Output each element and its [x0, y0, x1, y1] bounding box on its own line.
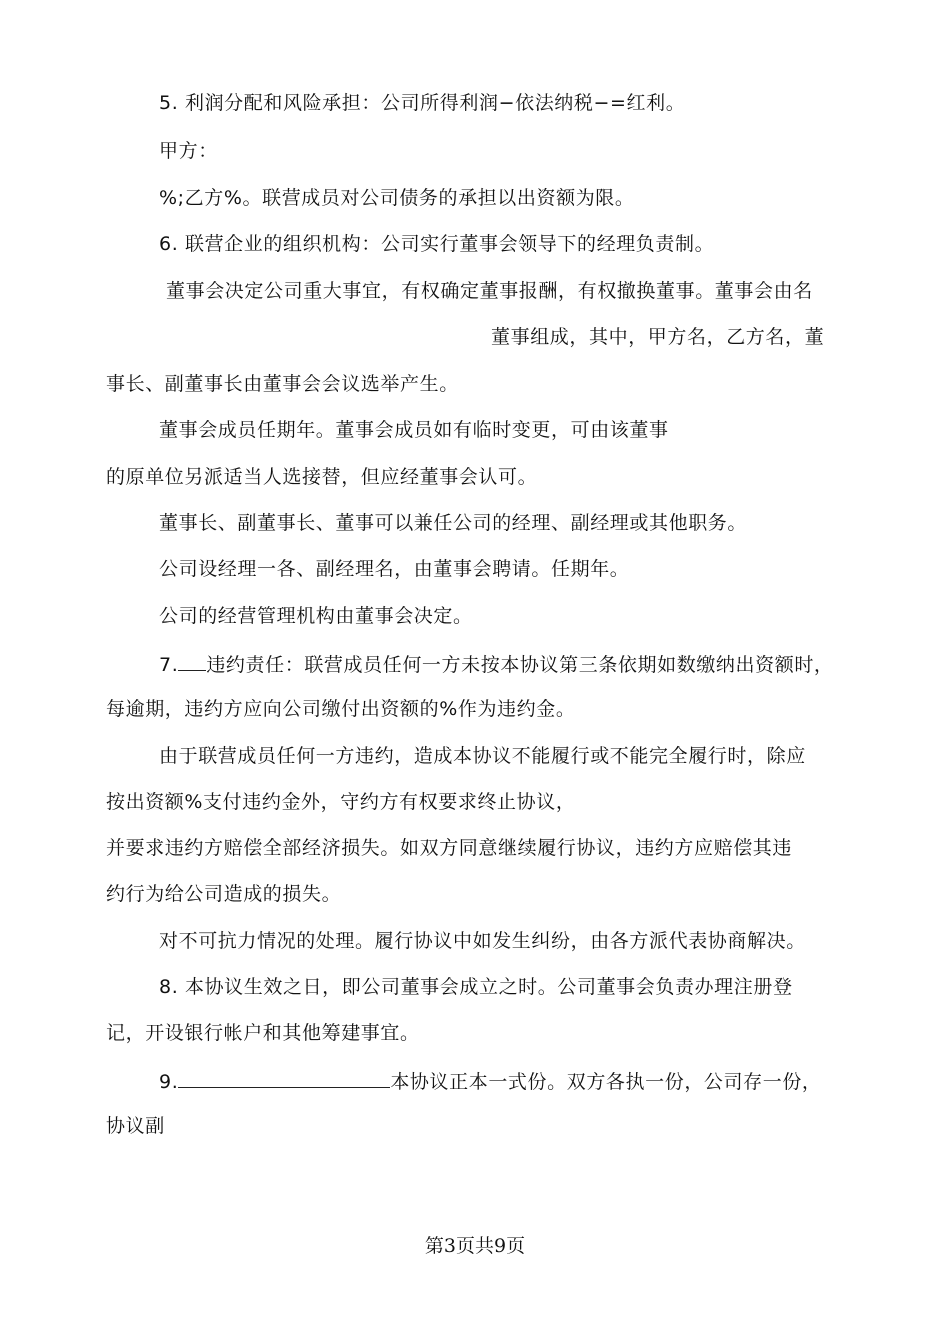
party-share-text: %;乙方%。联营成员对公司债务的承担以出资额为限。: [159, 187, 635, 209]
party-a-label: 甲方：: [159, 140, 218, 162]
clause-9-copies: [159, 1067, 822, 1094]
clause-9-number: 9.: [159, 1071, 179, 1093]
concurrent-positions-text: 董事长、副董事长、董事可以兼任公司的经理、副经理或其他职务。: [159, 512, 748, 534]
copies-cont-text: 协议副: [106, 1115, 165, 1137]
clause-7-number: 7.: [159, 654, 179, 676]
late-penalty-text: 每逾期，违约方应向公司缴付出资额的%作为违约金。: [106, 698, 576, 720]
compensation-cont-text: 约行为给公司造成的损失。: [106, 883, 342, 905]
board-composition-text: 董事组成，其中，甲方名，乙方名，董: [491, 326, 825, 348]
force-majeure-text: 对不可抗力情况的处理。履行协议中如发生纠纷，由各方派代表协商解决。: [159, 930, 806, 952]
clause-7-liability: [159, 650, 834, 677]
registration-text: 记，开设银行帐户和其他筹建事宜。: [106, 1022, 420, 1044]
manager-appointment-text: 公司设经理一各、副经理名，由董事会聘请。任期年。: [159, 558, 630, 580]
clause-5-profit-distribution: 5. 利润分配和风险承担：公司所得利润−依法纳税−=红利。: [159, 92, 686, 114]
page-number: 第3页共9页: [424, 1235, 526, 1257]
board-decisions-text: 董事会决定公司重大事宜，有权确定董事报酬，有权撤换董事。董事会由名: [166, 280, 813, 302]
compensation-text: 并要求违约方赔偿全部经济损失。如双方同意继续履行协议，违约方应赔偿其违: [106, 837, 793, 859]
clause-9-text: 本协议正本一式份。双方各执一份，公司存一份，: [390, 1071, 822, 1093]
clause-6-organization: 6. 联营企业的组织机构：公司实行董事会领导下的经理负责制。: [159, 233, 715, 255]
clause-9-blank: [178, 1067, 390, 1088]
clause-7-blank: [178, 650, 206, 671]
termination-right-text: 按出资额%支付违约金外，守约方有权要求终止协议，: [106, 791, 576, 813]
chairman-election-text: 事长、副董事长由董事会会议选举产生。: [106, 373, 459, 395]
board-replacement-text: 的原单位另派适当人选接替，但应经董事会认可。: [106, 466, 538, 488]
clause-7-text: 违约责任：联营成员任何一方未按本协议第三条依期如数缴纳出资额时，: [206, 654, 834, 676]
management-structure-text: 公司的经营管理机构由董事会决定。: [159, 605, 473, 627]
board-term-text: 董事会成员任期年。董事会成员如有临时变更，可由该董事: [159, 419, 669, 441]
breach-text: 由于联营成员任何一方违约，造成本协议不能履行或不能完全履行时，除应: [159, 745, 806, 767]
clause-8-effective: 8. 本协议生效之日，即公司董事会成立之时。公司董事会负责办理注册登: [159, 976, 793, 998]
